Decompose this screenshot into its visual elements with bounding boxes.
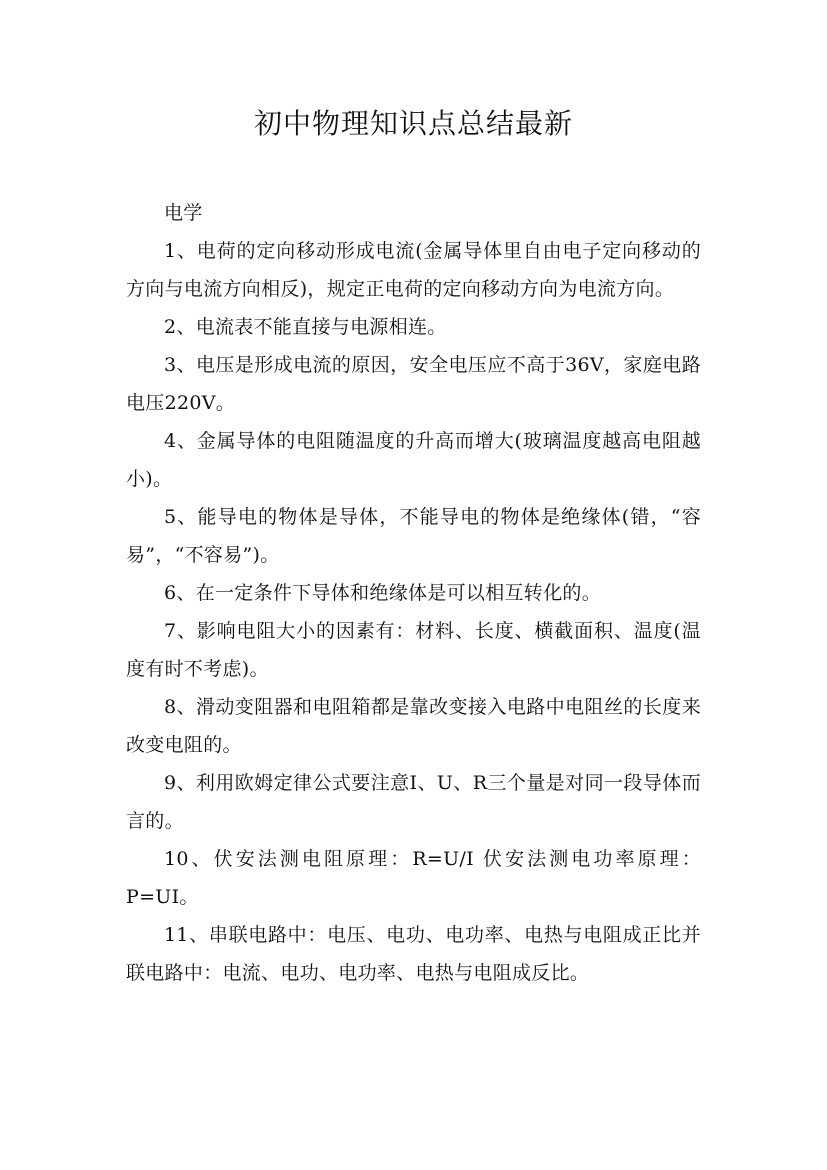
document-body xyxy=(126,194,701,992)
paragraph-1: 1、电荷的定向移动形成电流(金属导体里自由电子定向移动的方向与电流方向相反)，规定正电荷的定向移动方向为电流方向。 xyxy=(126,240,701,300)
section-heading: 电学 xyxy=(164,202,203,224)
paragraph-11: 11、串联电路中：电压、电功、电功率、电热与电阻成正比并联电路中：电流、电功、电功率、电热与电阻成反比。 xyxy=(126,924,701,984)
paragraph-9: 9、利用欧姆定律公式要注意I、U、R三个量是对同一段导体而言的。 xyxy=(126,772,701,832)
paragraph-5: 5、能导电的物体是导体，不能导电的物体是绝缘体(错，“容易”，“不容易”)。 xyxy=(126,506,701,566)
paragraph-4: 4、金属导体的电阻随温度的升高而增大(玻璃温度越高电阻越小)。 xyxy=(126,430,701,490)
paragraph-2: 2、电流表不能直接与电源相连。 xyxy=(164,316,447,338)
paragraph-10: 10、伏安法测电阻原理：R=U/I 伏安法测电功率原理：P=UI。 xyxy=(126,848,701,908)
document-title: 初中物理知识点总结最新 xyxy=(253,107,573,140)
paragraph-3: 3、电压是形成电流的原因，安全电压应不高于36V，家庭电路电压220V。 xyxy=(126,354,701,414)
paragraph-7: 7、影响电阻大小的因素有：材料、长度、横截面积、温度(温度有时不考虑)。 xyxy=(126,620,701,680)
paragraph-8: 8、滑动变阻器和电阻箱都是靠改变接入电路中电阻丝的长度来改变电阻的。 xyxy=(126,696,701,756)
paragraph-6: 6、在一定条件下导体和绝缘体是可以相互转化的。 xyxy=(164,582,601,604)
